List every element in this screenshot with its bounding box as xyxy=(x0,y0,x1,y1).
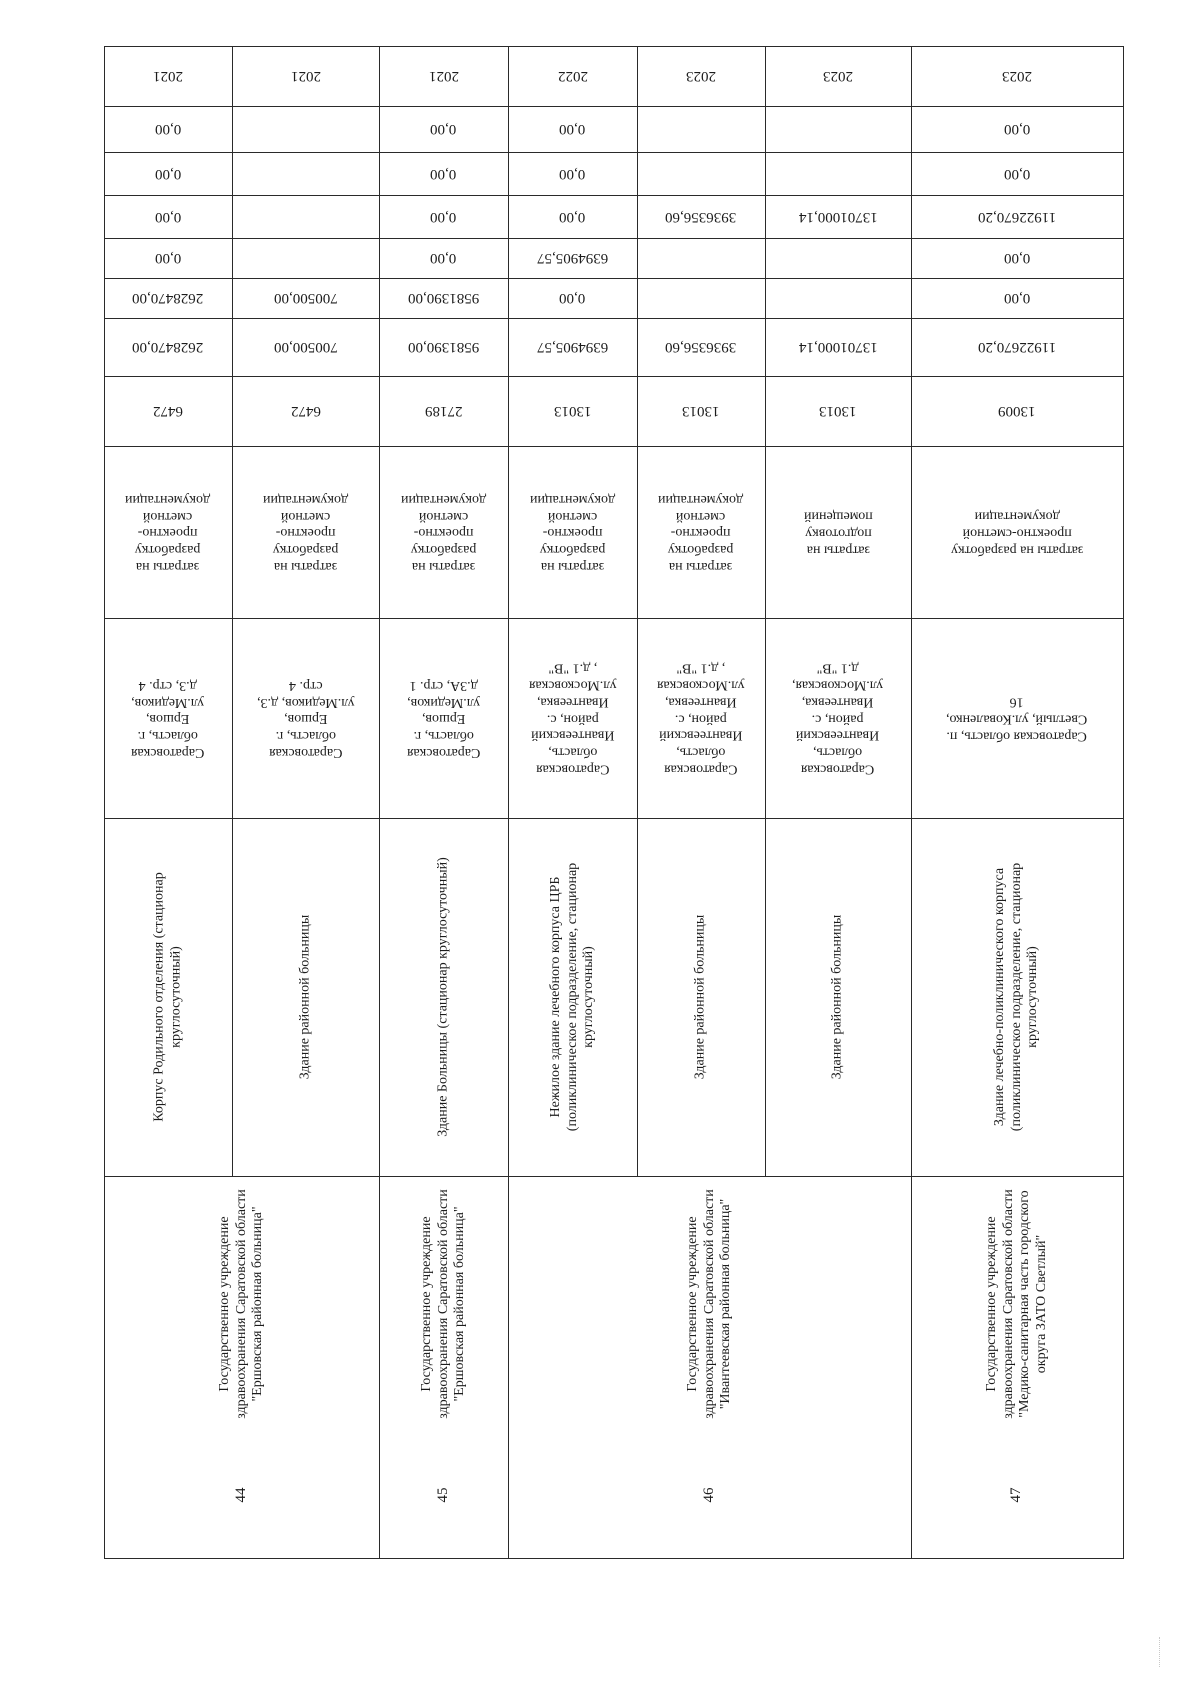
value-2: 0,00 xyxy=(154,250,182,266)
cell-45-area xyxy=(379,376,508,446)
purpose-text: затраты на разработку проектно- сметной документации xyxy=(400,491,487,574)
area-value: 13013 xyxy=(553,403,592,419)
total-value: 3936356,60 xyxy=(665,339,737,355)
total-value: 700500,00 xyxy=(273,339,338,355)
cell-46a-total xyxy=(508,318,637,376)
cell-46b-year xyxy=(637,46,765,106)
area-value: 13013 xyxy=(682,403,720,419)
year-value: 2022 xyxy=(557,68,588,84)
cell-47-object xyxy=(911,818,1123,1176)
object-name: Здание районной больницы xyxy=(297,914,313,1080)
cell-44a-v2 xyxy=(104,238,232,278)
cell-46c-v2 xyxy=(765,238,911,278)
cell-44a-v1 xyxy=(104,278,232,318)
value-5: 0,00 xyxy=(430,121,457,137)
cell-46a-object xyxy=(508,818,637,1176)
address-text: Саратовская область, г. Ершов, ул.Медиков, д.3А, стр. 1 xyxy=(406,677,481,760)
cell-46b-v3 xyxy=(637,195,765,238)
cell-46c-total xyxy=(765,318,911,376)
cell-46a-v3 xyxy=(508,195,637,238)
year-value: 2023 xyxy=(1002,68,1032,84)
cell-46c-address xyxy=(765,618,911,818)
purpose-text: затраты на подготовку помещений xyxy=(803,508,873,558)
cell-46b-object xyxy=(637,818,765,1176)
object-name: Здание Больницы (стационар круглосуточный) xyxy=(435,857,451,1137)
cell-46a-v4 xyxy=(508,152,637,195)
cell-44b-purpose xyxy=(232,446,379,618)
cell-46a-area xyxy=(508,376,637,446)
cell-47-area xyxy=(911,376,1123,446)
value-5: 0,00 xyxy=(154,121,182,137)
cell-46a-v1 xyxy=(508,278,637,318)
address-text: Саратовская область, Ивантеевский район, с. Ивантеевка, ул.Московская , д.1 "В" xyxy=(528,661,617,777)
cell-45-v4 xyxy=(379,152,508,195)
cell-44a-address xyxy=(104,618,232,818)
object-name: Здание лечебно-поликлинического корпуса (поликлиническое подразделение, стационар круглосуточный) xyxy=(992,862,1041,1132)
institution-name: Государственное учреждение здравоохранения Саратовской области "Ершовская районная больница" xyxy=(216,1189,265,1419)
cell-45-v1 xyxy=(379,278,508,318)
cell-46c-area xyxy=(765,376,911,446)
year-value: 2021 xyxy=(153,68,183,84)
address-text: Саратовская область, п. Светлый, ул.Коваленко, 16 xyxy=(946,694,1088,744)
cell-47-v2 xyxy=(911,238,1123,278)
cell-46c-year xyxy=(765,46,911,106)
cell-47-v4 xyxy=(911,152,1123,195)
cell-44b-area xyxy=(232,376,379,446)
value-1: 700500,00 xyxy=(273,290,338,306)
cell-47-institution xyxy=(911,1176,1123,1432)
institution-name: Государственное учреждение здравоохранения Саратовской области "Ивантеевская районная больница" xyxy=(684,1189,733,1419)
cell-44a-total xyxy=(104,318,232,376)
cell-46-institution xyxy=(508,1176,911,1432)
address-text: Саратовская область, г. Ершов, ул.Медиков, д.3, стр. 4 xyxy=(131,677,205,760)
value-1: 9581390,00 xyxy=(407,290,480,306)
total-value: 11922670,20 xyxy=(977,339,1057,355)
value-3: 0,00 xyxy=(559,208,586,225)
year-value: 2021 xyxy=(290,68,321,84)
value-4: 0,00 xyxy=(559,165,586,182)
value-4: 0,00 xyxy=(1003,165,1031,182)
cell-44b-address xyxy=(232,618,379,818)
value-1: 0,00 xyxy=(559,290,586,306)
cell-44b-v2 xyxy=(232,238,379,278)
cell-44a-v3 xyxy=(104,195,232,238)
area-value: 27189 xyxy=(424,403,463,419)
value-2: 6394905,57 xyxy=(536,250,609,266)
cell-45-total xyxy=(379,318,508,376)
cell-44-number xyxy=(104,1432,379,1558)
cell-45-institution xyxy=(379,1176,508,1432)
institution-name: Государственное учреждение здравоохранения Саратовской области "Медико-санитарная часть городского округа ЗАТО Светлый" xyxy=(983,1189,1049,1419)
cell-45-v3 xyxy=(379,195,508,238)
purpose-text: затраты на разработку проектно- сметной документации xyxy=(529,491,616,574)
cell-46c-purpose xyxy=(765,446,911,618)
cell-46c-v5 xyxy=(765,106,911,152)
cell-47-year xyxy=(911,46,1123,106)
cell-47-purpose xyxy=(911,446,1123,618)
area-value: 6472 xyxy=(153,403,183,419)
address-text: Саратовская область, Ивантеевский район, с. Ивантеевка, ул.Московская, д.1 "В" xyxy=(792,661,884,777)
address-text: Саратовская область, г. Ершов, ул.Медиков, д.3, стр. 4 xyxy=(256,677,355,760)
cell-46b-purpose xyxy=(637,446,765,618)
cell-44b-object xyxy=(232,818,379,1176)
area-value: 13009 xyxy=(998,403,1036,419)
cell-46a-v2 xyxy=(508,238,637,278)
address-text: Саратовская область, Ивантеевский район, с. Ивантеевка, ул.Московская , д.1 "В" xyxy=(657,661,745,777)
cell-44a-v4 xyxy=(104,152,232,195)
value-4: 0,00 xyxy=(154,165,182,182)
cell-47-total xyxy=(911,318,1123,376)
cell-46b-v4 xyxy=(637,152,765,195)
total-value: 6394905,57 xyxy=(536,339,609,355)
cell-44a-area xyxy=(104,376,232,446)
cell-44a-year xyxy=(104,46,232,106)
cell-44a-v5 xyxy=(104,106,232,152)
area-value: 6472 xyxy=(290,403,321,419)
purpose-text: затраты на разработку проектно- сметной документации xyxy=(658,491,744,574)
object-name: Здание районной больницы xyxy=(692,914,708,1080)
value-3: 0,00 xyxy=(430,208,457,225)
total-value: 13701000,14 xyxy=(798,339,878,355)
cell-44b-v3 xyxy=(232,195,379,238)
year-value: 2021 xyxy=(428,68,459,84)
cell-46b-total xyxy=(637,318,765,376)
value-3: 3936356,60 xyxy=(665,208,737,225)
cell-45-year xyxy=(379,46,508,106)
cell-46a-address xyxy=(508,618,637,818)
object-name: Здание районной больницы xyxy=(829,914,845,1080)
cell-46c-v4 xyxy=(765,152,911,195)
cell-45-v5 xyxy=(379,106,508,152)
cell-47-number xyxy=(911,1432,1123,1558)
value-3: 11922670,20 xyxy=(977,208,1057,225)
cell-45-address xyxy=(379,618,508,818)
row-number: 44 xyxy=(232,1487,249,1503)
row-number: 46 xyxy=(700,1487,717,1503)
value-2: 0,00 xyxy=(430,250,457,266)
year-value: 2023 xyxy=(823,68,853,84)
value-2: 0,00 xyxy=(1003,250,1031,266)
cell-46b-v5 xyxy=(637,106,765,152)
cell-47-address xyxy=(911,618,1123,818)
cell-46c-object xyxy=(765,818,911,1176)
total-value: 2628470,00 xyxy=(132,339,204,355)
cell-44-institution xyxy=(104,1176,379,1432)
cell-47-v1 xyxy=(911,278,1123,318)
cell-47-v3 xyxy=(911,195,1123,238)
value-3: 13701000,14 xyxy=(798,208,878,225)
scan-artifact xyxy=(1157,1637,1160,1667)
value-1: 2628470,00 xyxy=(132,290,204,306)
cell-44b-v4 xyxy=(232,152,379,195)
cell-46a-v5 xyxy=(508,106,637,152)
total-value: 9581390,00 xyxy=(407,339,480,355)
value-1: 0,00 xyxy=(1003,290,1031,306)
area-value: 13013 xyxy=(819,403,857,419)
cell-46b-area xyxy=(637,376,765,446)
year-value: 2023 xyxy=(686,68,716,84)
cell-44a-purpose xyxy=(104,446,232,618)
cell-46a-year xyxy=(508,46,637,106)
value-3: 0,00 xyxy=(154,208,182,225)
cell-46b-address xyxy=(637,618,765,818)
value-5: 0,00 xyxy=(1003,121,1031,137)
institution-name: Государственное учреждение здравоохранения Саратовской области "Ершовская районная больница" xyxy=(418,1189,467,1419)
table-right-border xyxy=(1123,46,1124,1558)
cell-46a-purpose xyxy=(508,446,637,618)
row-number: 45 xyxy=(434,1487,451,1503)
cell-45-number xyxy=(379,1432,508,1558)
cell-45-object xyxy=(379,818,508,1176)
purpose-text: затраты на разработку проектно- сметной документации xyxy=(262,491,349,574)
cell-45-v2 xyxy=(379,238,508,278)
cell-44b-year xyxy=(232,46,379,106)
cell-44b-v1 xyxy=(232,278,379,318)
table-bottom-border xyxy=(104,1558,1124,1559)
object-name: Нежилое здание лечебного корпуса ЦРБ (поликлиническое подразделение, стационар круглосуточный) xyxy=(547,862,596,1132)
value-4: 0,00 xyxy=(430,165,457,182)
cell-45-purpose xyxy=(379,446,508,618)
cell-44a-object xyxy=(104,818,232,1176)
cell-44b-v5 xyxy=(232,106,379,152)
cell-46b-v2 xyxy=(637,238,765,278)
cell-46b-v1 xyxy=(637,278,765,318)
cell-47-v5 xyxy=(911,106,1123,152)
cell-46-number xyxy=(508,1432,911,1558)
row-number: 47 xyxy=(1008,1487,1025,1503)
purpose-text: затраты на разработку проектно-сметной документации xyxy=(950,508,1084,558)
value-5: 0,00 xyxy=(559,121,586,137)
cell-44b-total xyxy=(232,318,379,376)
object-name: Корпус Родильного отделения (стационар круглосуточный) xyxy=(151,872,183,1122)
cell-46c-v3 xyxy=(765,195,911,238)
cell-46c-v1 xyxy=(765,278,911,318)
purpose-text: затраты на разработку проектно- сметной документации xyxy=(125,491,211,574)
